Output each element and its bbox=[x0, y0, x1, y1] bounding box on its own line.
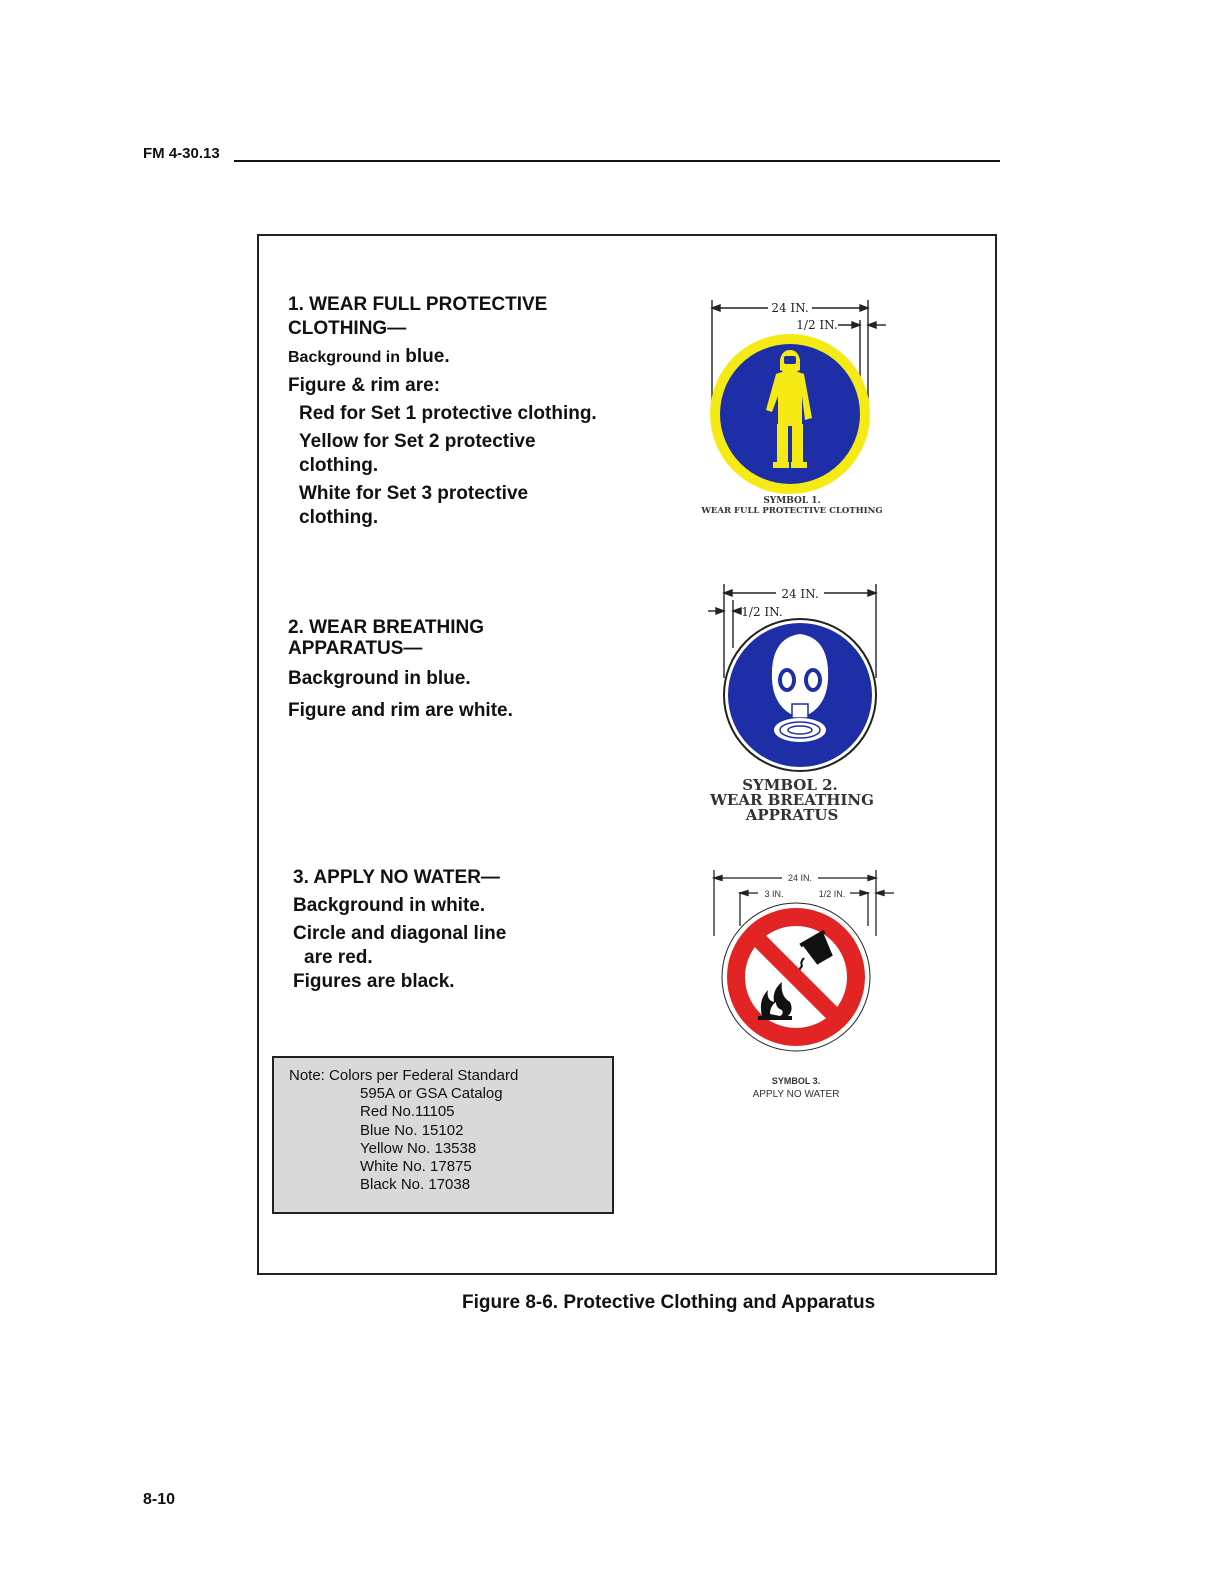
symbol-2-dim-rim: 1/2 IN. bbox=[741, 605, 783, 619]
section-1-heading: 1. WEAR FULL PROTECTIVE CLOTHING— bbox=[288, 294, 548, 339]
section-3-circle-line: Circle and diagonal line bbox=[293, 923, 507, 944]
figure-caption: Figure 8-6. Protective Clothing and Apparatus bbox=[462, 1292, 876, 1313]
symbol-1-drawing bbox=[690, 292, 900, 522]
symbol-3-dim-inner: 3 IN. bbox=[764, 889, 784, 899]
section-2-background: Background in blue. bbox=[288, 668, 471, 689]
no-water-prohibition-icon bbox=[722, 903, 870, 1051]
note-value: Red No.11105 bbox=[360, 1103, 455, 1121]
color-note-box bbox=[272, 1056, 614, 1214]
header-rule bbox=[234, 160, 1000, 162]
symbol-2-drawing bbox=[700, 578, 900, 828]
section-1-item-1: Red for Set 1 protective clothing. bbox=[299, 403, 597, 424]
symbol-1-caption-title: SYMBOL 1. bbox=[763, 496, 821, 506]
symbol-2-caption-line3: APPRATUS bbox=[745, 806, 839, 824]
note-value: Black No. 17038 bbox=[360, 1176, 471, 1194]
section-1-item-3: White for Set 3 protective clothing. bbox=[299, 483, 529, 528]
note-value: Yellow No. 13538 bbox=[360, 1139, 477, 1157]
symbol-3-dim-outer: 24 IN. bbox=[787, 873, 813, 883]
note-value: White No. 17875 bbox=[360, 1158, 472, 1176]
note-value: Blue No. 15102 bbox=[360, 1121, 464, 1139]
section-2-figure-rim: Figure and rim are white. bbox=[288, 700, 513, 721]
symbol-1-dim-rim: 1/2 IN. bbox=[796, 318, 838, 332]
section-3-text bbox=[293, 866, 593, 994]
symbol-3-caption-title: SYMBOL 3. bbox=[771, 1076, 821, 1086]
section-1-background: Background in blue. bbox=[288, 346, 450, 367]
symbol-1-dim-outer: 24 IN. bbox=[771, 301, 809, 315]
section-1-item-2: Yellow for Set 2 protective clothing. bbox=[299, 431, 536, 476]
symbol-3-dim-rim: 1/2 IN. bbox=[818, 889, 846, 899]
note-line-1: Note: Colors per Federal Standard bbox=[289, 1067, 519, 1084]
symbol-3-drawing bbox=[700, 866, 900, 1106]
section-3-heading: 3. APPLY NO WATER— bbox=[293, 867, 500, 888]
symbol-2-caption-title: SYMBOL 2. bbox=[742, 776, 838, 794]
section-3-figures: Figures are black. bbox=[293, 971, 455, 992]
doc-code: FM 4-30.13 bbox=[143, 145, 220, 162]
section-3-circle-line-cont: are red. bbox=[304, 947, 373, 968]
symbol-1-caption-name: WEAR FULL PROTECTIVE CLOTHING bbox=[701, 506, 883, 516]
symbol-3-caption-name: APPLY NO WATER bbox=[752, 1089, 840, 1100]
section-1-text bbox=[288, 293, 648, 530]
section-2-heading: 2. WEAR BREATHING APPARATUS— bbox=[288, 617, 484, 659]
section-2-text bbox=[288, 617, 618, 723]
section-1-figure-rim-label: Figure & rim are: bbox=[288, 375, 441, 396]
page-number: 8-10 bbox=[143, 1491, 176, 1508]
section-3-background: Background in white. bbox=[293, 895, 486, 916]
gas-mask-icon bbox=[724, 619, 876, 771]
protective-suit-figure-icon bbox=[710, 334, 870, 494]
symbol-2-caption-line2: WEAR BREATHING bbox=[710, 791, 874, 809]
note-value: 595A or GSA Catalog bbox=[360, 1085, 503, 1103]
running-header bbox=[143, 143, 1000, 165]
symbol-2-dim-outer: 24 IN. bbox=[781, 587, 819, 601]
